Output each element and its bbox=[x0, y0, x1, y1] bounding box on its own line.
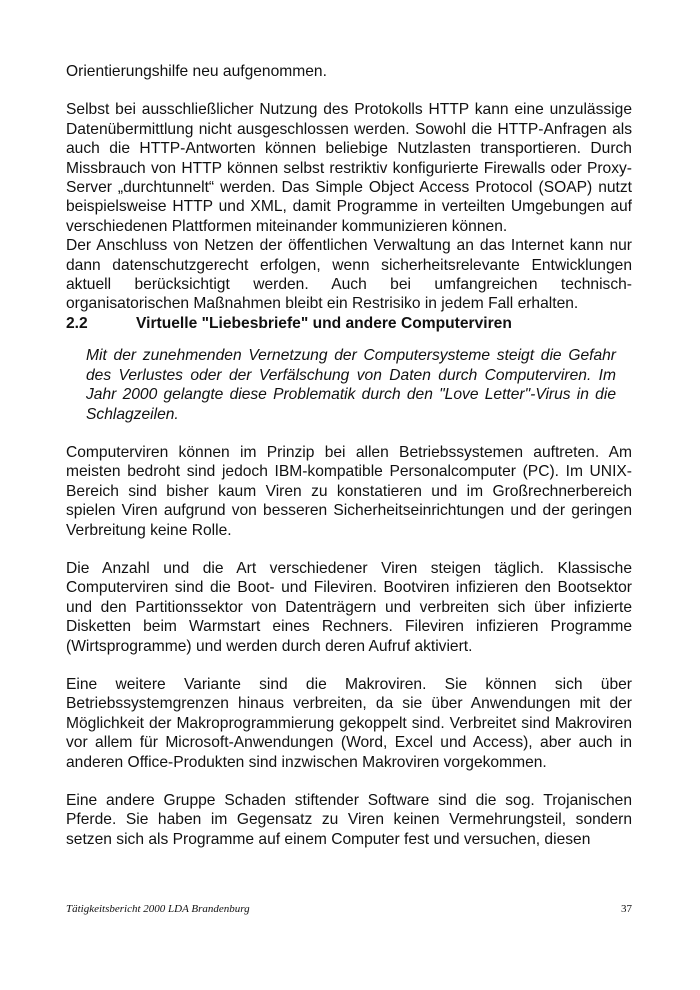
document-body bbox=[66, 62, 632, 849]
paragraph: Eine weitere Variante sind die Makroviren. Sie können sich über Betriebssystemgrenzen hinaus verbreiten, da sie über Anwendungen mit der Möglichkeit der Makroprogrammierung gekoppelt sind. Verbreitet sind Makroviren vor allem für Microsoft-Anwendungen (Word, Excel und Access), aber auch in anderen Office-Produkten sind inzwischen Makroviren vorgekommen. bbox=[66, 675, 632, 771]
page-number: 37 bbox=[621, 903, 632, 915]
paragraph: Selbst bei ausschließlicher Nutzung des Protokolls HTTP kann eine unzulässige Datenübermittlung nicht ausgeschlossen werden. Sowohl die HTTP-Anfragen als auch die HTTP-Antworten können beliebige Nutzlasten transportieren. Durch Missbrauch von HTTP können selbst restriktiv konfigurierte Firewalls oder Proxy-Server „durchtunnelt“ werden. Das Simple Object Access Protocol (SOAP) nutzt beispielsweise HTTP und XML, damit Programme in verteilten Umgebungen auf verschiedenen Plattformen miteinander kommunizieren können. bbox=[66, 101, 632, 235]
paragraph: Der Anschluss von Netzen der öffentlichen Verwaltung an das Internet kann nur dann datenschutzgerecht erfolgen, wenn sicherheitsrelevante Entwicklungen aktuell berücksichtigt werden. Auch bei umfangreichen technisch-organisatorischen Maßnahmen bleibt ein Restrisiko in jedem Fall erhalten. bbox=[66, 237, 632, 313]
paragraph: Computerviren können im Prinzip bei allen Betriebssystemen auftreten. Am meisten bedroht sind jedoch IBM-kompatible Personalcomputer (PC). Im UNIX-Bereich sind bisher kaum Viren zu konstatieren und im Großrechnerbereich spielen Viren aufgrund von besseren Sicherheitseinrichtungen und der geringen Verbreitung keine Rolle. bbox=[66, 443, 632, 539]
section-summary: Mit der zunehmenden Vernetzung der Computersysteme steigt die Gefahr des Verlustes oder der Verfälschung von Daten durch Computerviren. Im Jahr 2000 gelangte diese Problematik durch den "Love Letter"-Virus in die Schlagzeilen. bbox=[86, 347, 616, 423]
paragraph: Eine andere Gruppe Schaden stiftender Software sind die sog. Trojanischen Pferde. Sie haben im Gegensatz zu Viren keinen Vermehrungsteil, sondern setzen sich als Programme auf einem Computer fest und versuchen, diesen bbox=[66, 792, 632, 848]
footer-title: Tätigkeitsbericht 2000 LDA Brandenburg bbox=[66, 903, 250, 915]
section-title: Virtuelle "Liebesbriefe" und andere Computerviren bbox=[136, 314, 512, 332]
page-footer bbox=[66, 903, 632, 923]
section-heading bbox=[66, 314, 632, 333]
section-number: 2.2 bbox=[66, 314, 88, 332]
paragraph: Die Anzahl und die Art verschiedener Viren steigen täglich. Klassische Computerviren sind die Boot- und Fileviren. Bootviren infizieren den Bootsektor und den Partitionssektor von Datenträgern und verbreiten sich über infizierte Disketten beim Warmstart eines Rechners. Fileviren infizieren Programme (Wirtsprogramme) und werden durch deren Aufruf aktiviert. bbox=[66, 559, 632, 655]
paragraph: Orientierungshilfe neu aufgenommen. bbox=[66, 63, 327, 80]
